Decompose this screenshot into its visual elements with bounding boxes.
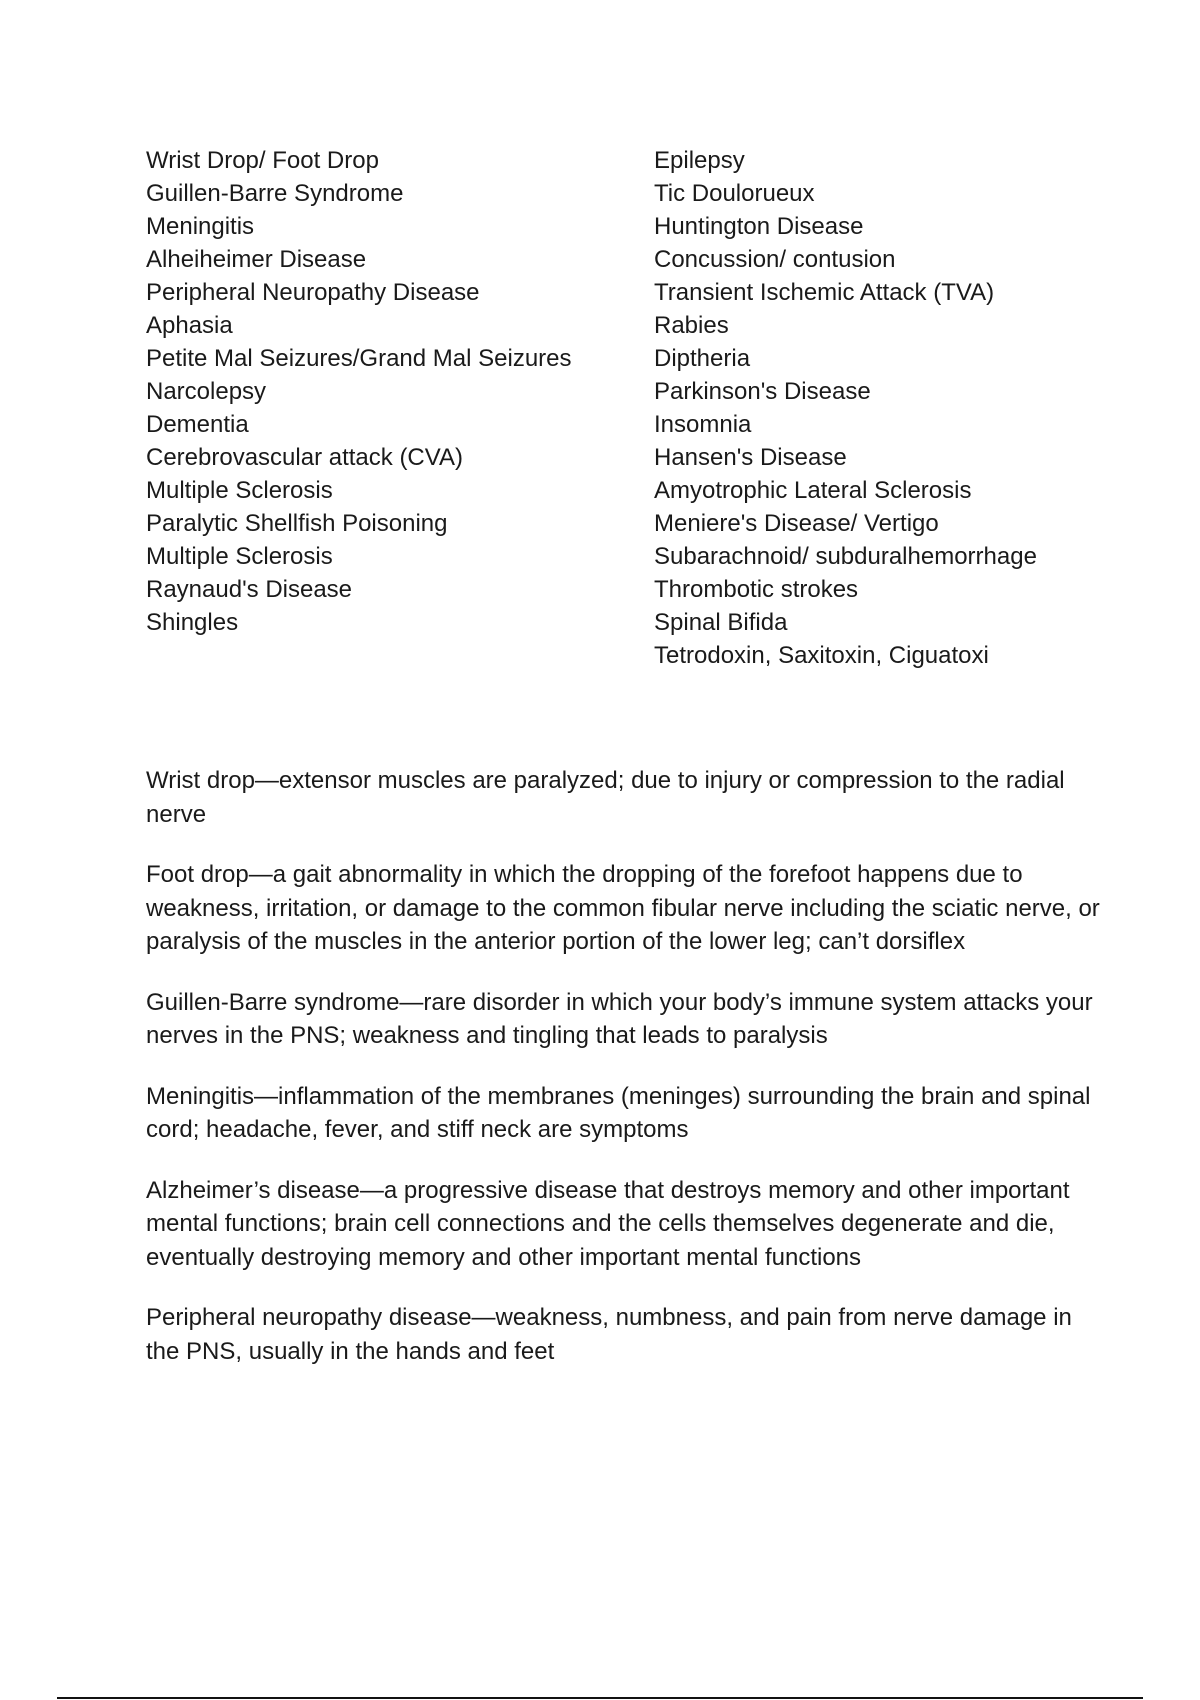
term-list-left [146,144,654,672]
term-item: Subarachnoid/ subduralhemorrhage [654,543,1037,570]
term-item: Rabies [654,312,729,339]
term-columns [146,144,1106,672]
definition-paragraph: Foot drop—a gait abnormality in which the dropping of the forefoot happens due to weakness, irritation, or damage to the common fibular nerve including the sciatic nerve, or paralysis of the muscles in the anterior portion of the lower leg; can’t dorsiflex [146,861,1100,955]
term-item: Petite Mal Seizures/Grand Mal Seizures [146,345,572,372]
term-item: Epilepsy [654,147,745,174]
term-item: Transient Ischemic Attack (TVA) [654,279,995,306]
term-item: Multiple Sclerosis [146,477,333,504]
term-item: Tic Doulorueux [654,180,815,207]
term-item: Narcolepsy [146,378,267,405]
definitions-section [146,764,1106,1395]
term-item: Thrombotic strokes [654,576,859,603]
term-item: Paralytic Shellfish Poisoning [146,510,448,537]
definition-paragraph: Peripheral neuropathy disease—weakness, numbness, and pain from nerve damage in the PNS, usually in the hands and feet [146,1304,1072,1365]
term-item: Alheiheimer Disease [146,246,367,273]
term-item: Peripheral Neuropathy Disease [146,279,480,306]
page-bottom-divider [57,1697,1143,1699]
term-item: Shingles [146,609,239,636]
term-item: Aphasia [146,312,233,339]
term-item: Tetrodoxin, Saxitoxin, Ciguatoxi [654,642,989,669]
term-item: Spinal Bifida [654,609,788,636]
term-item: Guillen-Barre Syndrome [146,180,404,207]
term-item: Amyotrophic Lateral Sclerosis [654,477,972,504]
definition-paragraph: Meningitis—inflammation of the membranes (meninges) surrounding the brain and spinal cord; headache, fever, and stiff neck are symptoms [146,1082,1091,1143]
term-item: Concussion/ contusion [654,246,896,273]
definition-paragraph: Guillen-Barre syndrome—rare disorder in which your body’s immune system attacks your nerves in the PNS; weakness and tingling that leads to paralysis [146,988,1093,1049]
term-item: Huntington Disease [654,213,864,240]
term-list-right [654,144,1106,672]
term-item: Wrist Drop/ Foot Drop [146,147,379,174]
term-item: Diptheria [654,345,751,372]
term-item: Dementia [146,411,249,438]
definition-paragraph: Wrist drop—extensor muscles are paralyzed; due to injury or compression to the radial nerve [146,767,1065,828]
term-item: Multiple Sclerosis [146,543,333,570]
definition-paragraph: Alzheimer’s disease—a progressive disease that destroys memory and other important mental functions; brain cell connections and the cells themselves degenerate and die, eventually destroying memory and other important mental functions [146,1176,1070,1271]
term-item: Insomnia [654,411,752,438]
term-item: Meniere's Disease/ Vertigo [654,510,939,537]
term-item: Raynaud's Disease [146,576,353,603]
term-item: Parkinson's Disease [654,378,871,405]
term-item: Hansen's Disease [654,444,847,471]
term-item: Meningitis [146,213,255,240]
term-item: Cerebrovascular attack (CVA) [146,444,463,471]
